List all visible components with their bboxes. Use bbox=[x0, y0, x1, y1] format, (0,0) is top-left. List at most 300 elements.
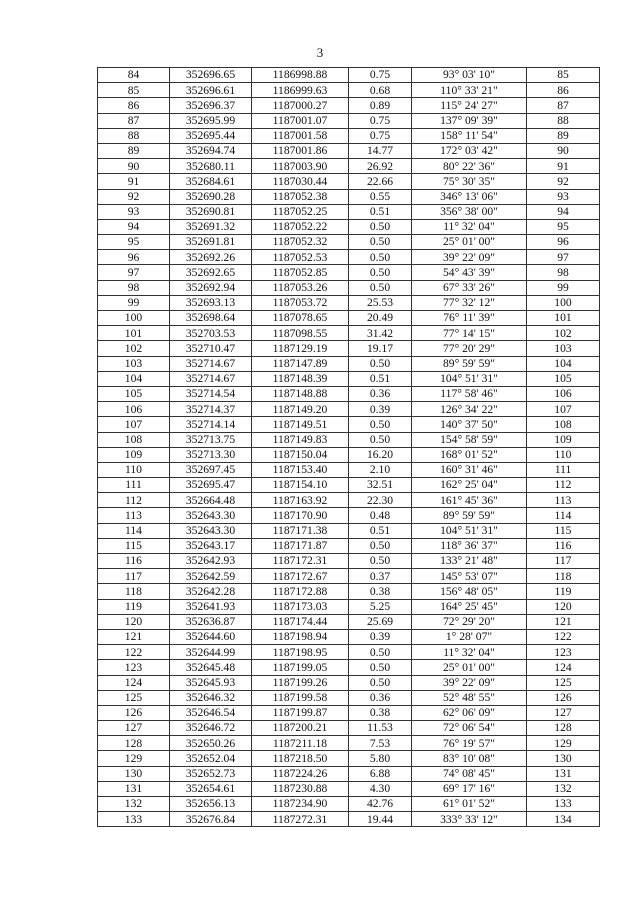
point-number-cell: 124 bbox=[98, 675, 170, 690]
table-row bbox=[98, 174, 600, 189]
distance-cell: 4.30 bbox=[349, 781, 412, 796]
bearing-cell: 168° 01' 52" bbox=[412, 447, 527, 462]
x-coordinate-cell: 352696.65 bbox=[170, 68, 252, 83]
table-row bbox=[98, 584, 600, 599]
table-row bbox=[98, 311, 600, 326]
x-coordinate-cell: 352636.87 bbox=[170, 614, 252, 629]
bearing-cell: 137° 09' 39" bbox=[412, 113, 527, 128]
y-coordinate-cell: 1187170.90 bbox=[252, 508, 349, 523]
point-number-cell: 103 bbox=[98, 356, 170, 371]
table-row bbox=[98, 280, 600, 295]
table-row bbox=[98, 386, 600, 401]
distance-cell: 0.75 bbox=[349, 68, 412, 83]
next-point-cell: 94 bbox=[527, 204, 600, 219]
next-point-cell: 85 bbox=[527, 68, 600, 83]
bearing-cell: 77° 20' 29" bbox=[412, 341, 527, 356]
next-point-cell: 128 bbox=[527, 721, 600, 736]
x-coordinate-cell: 352645.93 bbox=[170, 675, 252, 690]
y-coordinate-cell: 1187052.85 bbox=[252, 265, 349, 280]
y-coordinate-cell: 1187211.18 bbox=[252, 736, 349, 751]
y-coordinate-cell: 1187129.19 bbox=[252, 341, 349, 356]
x-coordinate-cell: 352690.81 bbox=[170, 204, 252, 219]
y-coordinate-cell: 1187198.94 bbox=[252, 629, 349, 644]
bearing-cell: 77° 32' 12" bbox=[412, 295, 527, 310]
distance-cell: 0.50 bbox=[349, 432, 412, 447]
bearing-cell: 140° 37' 50" bbox=[412, 417, 527, 432]
distance-cell: 0.51 bbox=[349, 204, 412, 219]
bearing-cell: 39° 22' 09" bbox=[412, 250, 527, 265]
x-coordinate-cell: 352697.45 bbox=[170, 462, 252, 477]
point-number-cell: 84 bbox=[98, 68, 170, 83]
point-number-cell: 116 bbox=[98, 554, 170, 569]
table-row bbox=[98, 660, 600, 675]
y-coordinate-cell: 1187272.31 bbox=[252, 812, 349, 827]
table-row bbox=[98, 68, 600, 83]
x-coordinate-cell: 352646.32 bbox=[170, 690, 252, 705]
next-point-cell: 117 bbox=[527, 554, 600, 569]
y-coordinate-cell: 1187218.50 bbox=[252, 751, 349, 766]
table-row bbox=[98, 189, 600, 204]
y-coordinate-cell: 1187198.95 bbox=[252, 645, 349, 660]
table-row bbox=[98, 462, 600, 477]
y-coordinate-cell: 1187199.87 bbox=[252, 705, 349, 720]
y-coordinate-cell: 1186998.88 bbox=[252, 68, 349, 83]
bearing-cell: 89° 59' 59" bbox=[412, 508, 527, 523]
distance-cell: 32.51 bbox=[349, 478, 412, 493]
next-point-cell: 111 bbox=[527, 462, 600, 477]
bearing-cell: 118° 36' 37" bbox=[412, 538, 527, 553]
table-row bbox=[98, 265, 600, 280]
next-point-cell: 121 bbox=[527, 614, 600, 629]
distance-cell: 0.38 bbox=[349, 584, 412, 599]
point-number-cell: 127 bbox=[98, 721, 170, 736]
next-point-cell: 124 bbox=[527, 660, 600, 675]
bearing-cell: 133° 21' 48" bbox=[412, 554, 527, 569]
next-point-cell: 132 bbox=[527, 781, 600, 796]
point-number-cell: 117 bbox=[98, 569, 170, 584]
point-number-cell: 120 bbox=[98, 614, 170, 629]
y-coordinate-cell: 1187149.51 bbox=[252, 417, 349, 432]
y-coordinate-cell: 1187172.31 bbox=[252, 554, 349, 569]
x-coordinate-cell: 352714.67 bbox=[170, 356, 252, 371]
y-coordinate-cell: 1187154.10 bbox=[252, 478, 349, 493]
table-row bbox=[98, 478, 600, 493]
x-coordinate-cell: 352691.81 bbox=[170, 235, 252, 250]
next-point-cell: 134 bbox=[527, 812, 600, 827]
bearing-cell: 356° 38' 00" bbox=[412, 204, 527, 219]
table-row bbox=[98, 219, 600, 234]
distance-cell: 6.88 bbox=[349, 766, 412, 781]
x-coordinate-cell: 352690.28 bbox=[170, 189, 252, 204]
bearing-cell: 117° 58' 46" bbox=[412, 386, 527, 401]
distance-cell: 0.50 bbox=[349, 265, 412, 280]
bearing-cell: 333° 33' 12" bbox=[412, 812, 527, 827]
y-coordinate-cell: 1187199.05 bbox=[252, 660, 349, 675]
distance-cell: 0.36 bbox=[349, 386, 412, 401]
next-point-cell: 133 bbox=[527, 797, 600, 812]
bearing-cell: 110° 33' 21" bbox=[412, 83, 527, 98]
x-coordinate-cell: 352693.13 bbox=[170, 295, 252, 310]
y-coordinate-cell: 1187171.87 bbox=[252, 538, 349, 553]
next-point-cell: 106 bbox=[527, 386, 600, 401]
x-coordinate-cell: 352714.37 bbox=[170, 402, 252, 417]
y-coordinate-cell: 1187001.58 bbox=[252, 128, 349, 143]
next-point-cell: 89 bbox=[527, 128, 600, 143]
table-row bbox=[98, 326, 600, 341]
bearing-cell: 25° 01' 00" bbox=[412, 660, 527, 675]
y-coordinate-cell: 1187199.26 bbox=[252, 675, 349, 690]
y-coordinate-cell: 1187052.53 bbox=[252, 250, 349, 265]
next-point-cell: 90 bbox=[527, 143, 600, 158]
bearing-cell: 161° 45' 36" bbox=[412, 493, 527, 508]
bearing-cell: 74° 08' 45" bbox=[412, 766, 527, 781]
point-number-cell: 90 bbox=[98, 159, 170, 174]
y-coordinate-cell: 1187172.88 bbox=[252, 584, 349, 599]
bearing-cell: 145° 53' 07" bbox=[412, 569, 527, 584]
point-number-cell: 108 bbox=[98, 432, 170, 447]
next-point-cell: 91 bbox=[527, 159, 600, 174]
point-number-cell: 96 bbox=[98, 250, 170, 265]
table-row bbox=[98, 705, 600, 720]
distance-cell: 0.89 bbox=[349, 98, 412, 113]
bearing-cell: 154° 58' 59" bbox=[412, 432, 527, 447]
distance-cell: 0.51 bbox=[349, 523, 412, 538]
point-number-cell: 101 bbox=[98, 326, 170, 341]
bearing-cell: 104° 51' 31" bbox=[412, 523, 527, 538]
y-coordinate-cell: 1187052.22 bbox=[252, 219, 349, 234]
x-coordinate-cell: 352654.61 bbox=[170, 781, 252, 796]
y-coordinate-cell: 1187234.90 bbox=[252, 797, 349, 812]
table-row bbox=[98, 797, 600, 812]
table-row bbox=[98, 812, 600, 827]
distance-cell: 0.51 bbox=[349, 371, 412, 386]
distance-cell: 20.49 bbox=[349, 311, 412, 326]
y-coordinate-cell: 1187052.38 bbox=[252, 189, 349, 204]
next-point-cell: 108 bbox=[527, 417, 600, 432]
table-row bbox=[98, 250, 600, 265]
point-number-cell: 92 bbox=[98, 189, 170, 204]
table-row bbox=[98, 554, 600, 569]
next-point-cell: 113 bbox=[527, 493, 600, 508]
point-number-cell: 109 bbox=[98, 447, 170, 462]
next-point-cell: 88 bbox=[527, 113, 600, 128]
distance-cell: 0.50 bbox=[349, 675, 412, 690]
distance-cell: 0.50 bbox=[349, 554, 412, 569]
distance-cell: 14.77 bbox=[349, 143, 412, 158]
next-point-cell: 126 bbox=[527, 690, 600, 705]
table-row bbox=[98, 432, 600, 447]
y-coordinate-cell: 1187053.26 bbox=[252, 280, 349, 295]
y-coordinate-cell: 1187230.88 bbox=[252, 781, 349, 796]
x-coordinate-cell: 352696.37 bbox=[170, 98, 252, 113]
table-row bbox=[98, 766, 600, 781]
distance-cell: 11.53 bbox=[349, 721, 412, 736]
x-coordinate-cell: 352696.61 bbox=[170, 83, 252, 98]
point-number-cell: 100 bbox=[98, 311, 170, 326]
x-coordinate-cell: 352695.44 bbox=[170, 128, 252, 143]
next-point-cell: 130 bbox=[527, 751, 600, 766]
x-coordinate-cell: 352698.64 bbox=[170, 311, 252, 326]
point-number-cell: 126 bbox=[98, 705, 170, 720]
x-coordinate-cell: 352713.75 bbox=[170, 432, 252, 447]
point-number-cell: 118 bbox=[98, 584, 170, 599]
point-number-cell: 85 bbox=[98, 83, 170, 98]
point-number-cell: 110 bbox=[98, 462, 170, 477]
point-number-cell: 122 bbox=[98, 645, 170, 660]
y-coordinate-cell: 1187001.86 bbox=[252, 143, 349, 158]
bearing-cell: 83° 10' 08" bbox=[412, 751, 527, 766]
table-row bbox=[98, 295, 600, 310]
table-row bbox=[98, 98, 600, 113]
next-point-cell: 123 bbox=[527, 645, 600, 660]
y-coordinate-cell: 1187147.89 bbox=[252, 356, 349, 371]
point-number-cell: 89 bbox=[98, 143, 170, 158]
point-number-cell: 131 bbox=[98, 781, 170, 796]
next-point-cell: 95 bbox=[527, 219, 600, 234]
y-coordinate-cell: 1187153.40 bbox=[252, 462, 349, 477]
y-coordinate-cell: 1187172.67 bbox=[252, 569, 349, 584]
y-coordinate-cell: 1187052.25 bbox=[252, 204, 349, 219]
bearing-cell: 11° 32' 04" bbox=[412, 645, 527, 660]
point-number-cell: 132 bbox=[98, 797, 170, 812]
point-number-cell: 87 bbox=[98, 113, 170, 128]
table-row bbox=[98, 356, 600, 371]
x-coordinate-cell: 352710.47 bbox=[170, 341, 252, 356]
bearing-cell: 72° 06' 54" bbox=[412, 721, 527, 736]
table-row bbox=[98, 83, 600, 98]
x-coordinate-cell: 352692.94 bbox=[170, 280, 252, 295]
bearing-cell: 104° 51' 31" bbox=[412, 371, 527, 386]
point-number-cell: 91 bbox=[98, 174, 170, 189]
bearing-cell: 126° 34' 22" bbox=[412, 402, 527, 417]
table-row bbox=[98, 721, 600, 736]
y-coordinate-cell: 1187148.39 bbox=[252, 371, 349, 386]
bearing-cell: 158° 11' 54" bbox=[412, 128, 527, 143]
distance-cell: 0.36 bbox=[349, 690, 412, 705]
next-point-cell: 96 bbox=[527, 235, 600, 250]
distance-cell: 5.80 bbox=[349, 751, 412, 766]
next-point-cell: 86 bbox=[527, 83, 600, 98]
x-coordinate-cell: 352643.17 bbox=[170, 538, 252, 553]
table-row bbox=[98, 113, 600, 128]
next-point-cell: 109 bbox=[527, 432, 600, 447]
table-row bbox=[98, 614, 600, 629]
y-coordinate-cell: 1187000.27 bbox=[252, 98, 349, 113]
next-point-cell: 119 bbox=[527, 584, 600, 599]
distance-cell: 16.20 bbox=[349, 447, 412, 462]
y-coordinate-cell: 1187173.03 bbox=[252, 599, 349, 614]
x-coordinate-cell: 352646.72 bbox=[170, 721, 252, 736]
distance-cell: 0.50 bbox=[349, 280, 412, 295]
y-coordinate-cell: 1187149.20 bbox=[252, 402, 349, 417]
table-row bbox=[98, 371, 600, 386]
x-coordinate-cell: 352641.93 bbox=[170, 599, 252, 614]
bearing-cell: 67° 33' 26" bbox=[412, 280, 527, 295]
x-coordinate-cell: 352652.73 bbox=[170, 766, 252, 781]
next-point-cell: 102 bbox=[527, 326, 600, 341]
next-point-cell: 87 bbox=[527, 98, 600, 113]
bearing-cell: 162° 25' 04" bbox=[412, 478, 527, 493]
x-coordinate-cell: 352652.04 bbox=[170, 751, 252, 766]
next-point-cell: 105 bbox=[527, 371, 600, 386]
point-number-cell: 111 bbox=[98, 478, 170, 493]
table-row bbox=[98, 447, 600, 462]
x-coordinate-cell: 352644.60 bbox=[170, 629, 252, 644]
point-number-cell: 104 bbox=[98, 371, 170, 386]
distance-cell: 0.50 bbox=[349, 356, 412, 371]
distance-cell: 31.42 bbox=[349, 326, 412, 341]
distance-cell: 0.50 bbox=[349, 250, 412, 265]
distance-cell: 25.53 bbox=[349, 295, 412, 310]
next-point-cell: 101 bbox=[527, 311, 600, 326]
x-coordinate-cell: 352643.30 bbox=[170, 523, 252, 538]
table-row bbox=[98, 402, 600, 417]
distance-cell: 0.39 bbox=[349, 629, 412, 644]
x-coordinate-cell: 352642.59 bbox=[170, 569, 252, 584]
bearing-cell: 93° 03' 10" bbox=[412, 68, 527, 83]
table-row bbox=[98, 629, 600, 644]
y-coordinate-cell: 1187098.55 bbox=[252, 326, 349, 341]
distance-cell: 22.66 bbox=[349, 174, 412, 189]
distance-cell: 2.10 bbox=[349, 462, 412, 477]
point-number-cell: 99 bbox=[98, 295, 170, 310]
page-number: 3 bbox=[316, 45, 324, 60]
y-coordinate-cell: 1187052.32 bbox=[252, 235, 349, 250]
next-point-cell: 93 bbox=[527, 189, 600, 204]
table-row bbox=[98, 128, 600, 143]
bearing-cell: 1° 28' 07" bbox=[412, 629, 527, 644]
point-number-cell: 133 bbox=[98, 812, 170, 827]
distance-cell: 0.37 bbox=[349, 569, 412, 584]
point-number-cell: 129 bbox=[98, 751, 170, 766]
point-number-cell: 121 bbox=[98, 629, 170, 644]
x-coordinate-cell: 352684.61 bbox=[170, 174, 252, 189]
next-point-cell: 131 bbox=[527, 766, 600, 781]
bearing-cell: 39° 22' 09" bbox=[412, 675, 527, 690]
x-coordinate-cell: 352643.30 bbox=[170, 508, 252, 523]
bearing-cell: 62° 06' 09" bbox=[412, 705, 527, 720]
next-point-cell: 110 bbox=[527, 447, 600, 462]
next-point-cell: 112 bbox=[527, 478, 600, 493]
x-coordinate-cell: 352642.28 bbox=[170, 584, 252, 599]
y-coordinate-cell: 1187148.88 bbox=[252, 386, 349, 401]
x-coordinate-cell: 352694.74 bbox=[170, 143, 252, 158]
table-row bbox=[98, 781, 600, 796]
x-coordinate-cell: 352691.32 bbox=[170, 219, 252, 234]
point-number-cell: 113 bbox=[98, 508, 170, 523]
next-point-cell: 125 bbox=[527, 675, 600, 690]
distance-cell: 19.17 bbox=[349, 341, 412, 356]
bearing-cell: 69° 17' 16" bbox=[412, 781, 527, 796]
x-coordinate-cell: 352642.93 bbox=[170, 554, 252, 569]
y-coordinate-cell: 1187150.04 bbox=[252, 447, 349, 462]
next-point-cell: 97 bbox=[527, 250, 600, 265]
point-number-cell: 112 bbox=[98, 493, 170, 508]
table-row bbox=[98, 341, 600, 356]
bearing-cell: 77° 14' 15" bbox=[412, 326, 527, 341]
y-coordinate-cell: 1187030.44 bbox=[252, 174, 349, 189]
bearing-cell: 80° 22' 36" bbox=[412, 159, 527, 174]
point-number-cell: 95 bbox=[98, 235, 170, 250]
point-number-cell: 119 bbox=[98, 599, 170, 614]
distance-cell: 0.50 bbox=[349, 660, 412, 675]
table-row bbox=[98, 143, 600, 158]
x-coordinate-cell: 352676.84 bbox=[170, 812, 252, 827]
bearing-cell: 72° 29' 20" bbox=[412, 614, 527, 629]
point-number-cell: 97 bbox=[98, 265, 170, 280]
next-point-cell: 118 bbox=[527, 569, 600, 584]
next-point-cell: 129 bbox=[527, 736, 600, 751]
point-number-cell: 128 bbox=[98, 736, 170, 751]
next-point-cell: 92 bbox=[527, 174, 600, 189]
table-row bbox=[98, 235, 600, 250]
bearing-cell: 89° 59' 59" bbox=[412, 356, 527, 371]
next-point-cell: 103 bbox=[527, 341, 600, 356]
point-number-cell: 107 bbox=[98, 417, 170, 432]
distance-cell: 26.92 bbox=[349, 159, 412, 174]
point-number-cell: 130 bbox=[98, 766, 170, 781]
point-number-cell: 115 bbox=[98, 538, 170, 553]
distance-cell: 7.53 bbox=[349, 736, 412, 751]
next-point-cell: 122 bbox=[527, 629, 600, 644]
x-coordinate-cell: 352695.99 bbox=[170, 113, 252, 128]
bearing-cell: 25° 01' 00" bbox=[412, 235, 527, 250]
x-coordinate-cell: 352680.11 bbox=[170, 159, 252, 174]
bearing-cell: 52° 48' 55" bbox=[412, 690, 527, 705]
coordinates-table bbox=[97, 67, 600, 827]
y-coordinate-cell: 1187171.38 bbox=[252, 523, 349, 538]
distance-cell: 0.38 bbox=[349, 705, 412, 720]
x-coordinate-cell: 352713.30 bbox=[170, 447, 252, 462]
next-point-cell: 99 bbox=[527, 280, 600, 295]
distance-cell: 0.55 bbox=[349, 189, 412, 204]
table-row bbox=[98, 159, 600, 174]
distance-cell: 25.69 bbox=[349, 614, 412, 629]
x-coordinate-cell: 352656.13 bbox=[170, 797, 252, 812]
point-number-cell: 98 bbox=[98, 280, 170, 295]
y-coordinate-cell: 1186999.63 bbox=[252, 83, 349, 98]
x-coordinate-cell: 352645.48 bbox=[170, 660, 252, 675]
x-coordinate-cell: 352714.14 bbox=[170, 417, 252, 432]
x-coordinate-cell: 352695.47 bbox=[170, 478, 252, 493]
table-row bbox=[98, 508, 600, 523]
next-point-cell: 127 bbox=[527, 705, 600, 720]
y-coordinate-cell: 1187053.72 bbox=[252, 295, 349, 310]
distance-cell: 0.50 bbox=[349, 417, 412, 432]
next-point-cell: 100 bbox=[527, 295, 600, 310]
x-coordinate-cell: 352650.26 bbox=[170, 736, 252, 751]
table-row bbox=[98, 538, 600, 553]
bearing-cell: 75° 30' 35" bbox=[412, 174, 527, 189]
point-number-cell: 88 bbox=[98, 128, 170, 143]
x-coordinate-cell: 352646.54 bbox=[170, 705, 252, 720]
distance-cell: 0.75 bbox=[349, 113, 412, 128]
table-row bbox=[98, 417, 600, 432]
x-coordinate-cell: 352692.65 bbox=[170, 265, 252, 280]
table-row bbox=[98, 690, 600, 705]
bearing-cell: 76° 19' 57" bbox=[412, 736, 527, 751]
distance-cell: 0.50 bbox=[349, 219, 412, 234]
next-point-cell: 114 bbox=[527, 508, 600, 523]
table-row bbox=[98, 736, 600, 751]
y-coordinate-cell: 1187149.83 bbox=[252, 432, 349, 447]
table-row bbox=[98, 599, 600, 614]
distance-cell: 0.39 bbox=[349, 402, 412, 417]
table-row bbox=[98, 675, 600, 690]
bearing-cell: 11° 32' 04" bbox=[412, 219, 527, 234]
x-coordinate-cell: 352714.67 bbox=[170, 371, 252, 386]
bearing-cell: 160° 31' 46" bbox=[412, 462, 527, 477]
